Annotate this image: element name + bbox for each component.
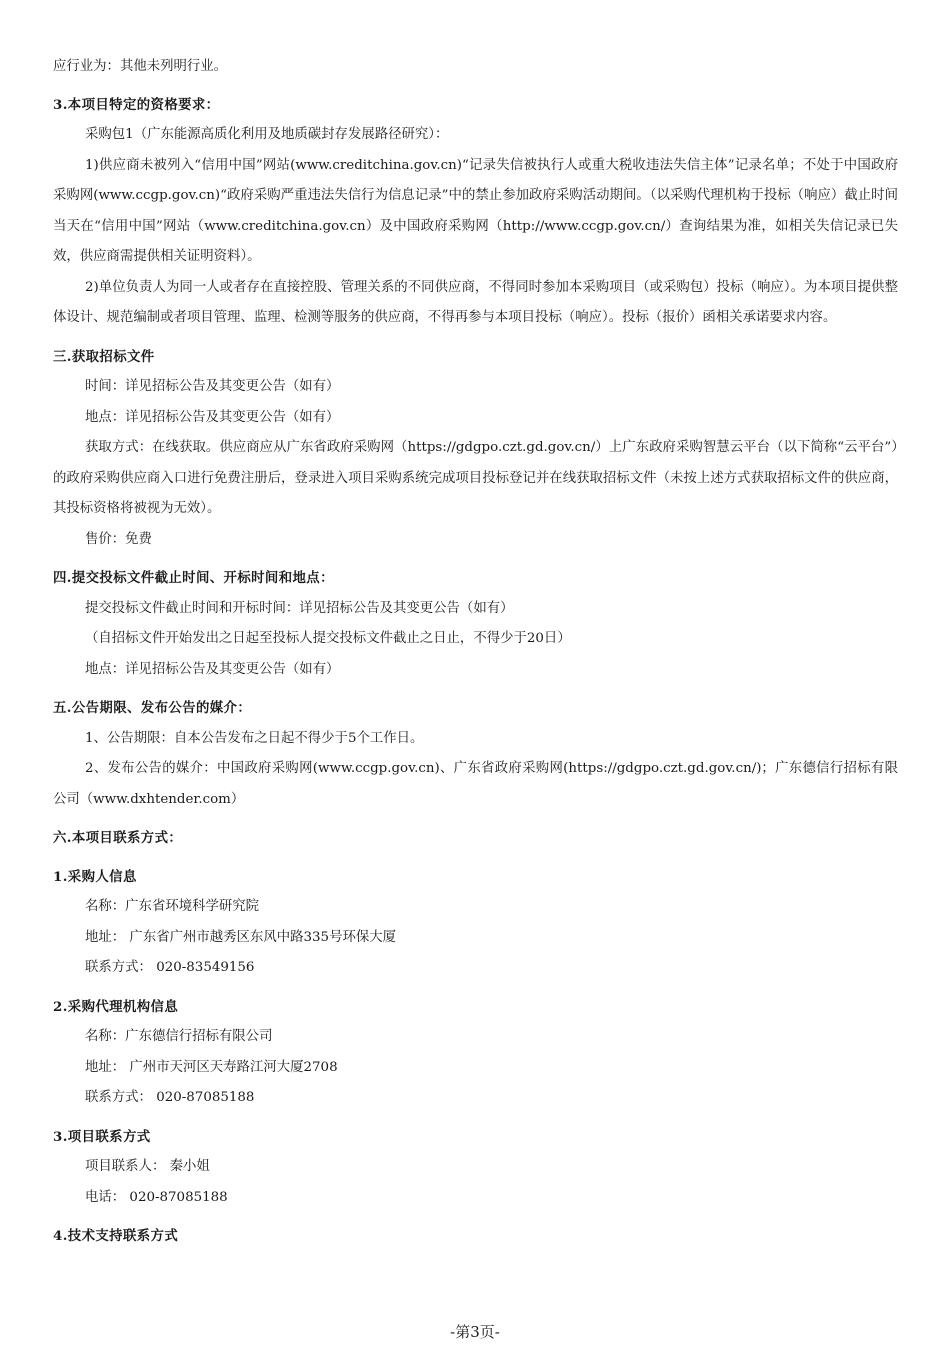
notice-heading: 五.公告期限、发布公告的媒介：	[53, 700, 252, 716]
purchaser-heading: 1.采购人信息	[53, 868, 137, 885]
notice-media: 2、发布公告的媒介：中国政府采购网(www.ccgp.gov.cn)、广东省政府采购网(https://gdgpo.czt.gd.gov.cn/)；广东德信行招标有限公司（www.dxhtender.com）	[53, 761, 898, 807]
document-page	[53, 52, 898, 1252]
obtain-time: 时间：详见招标公告及其变更公告（如有）	[85, 379, 340, 394]
qualification-item-1: 1)供应商未被列入“信用中国”网站(www.creditchina.gov.cn)“记录失信被执行人或重大税收违法失信主体”记录名单；不处于中国政府采购网(www.ccgp.gov.cn)“政府采购严重违法失信行为信息记录”中的禁止参加政府采购活动期间。（以采购代理机构于投标（响应）截止时间当天在“信用中国”网站（www.creditchina.gov.cn）及中国政府采购网（http://www.ccgp.gov.cn/）查询结果为准，如相关失信记录已失效，供应商需提供相关证明资料）。	[53, 157, 898, 264]
tech-support-heading: 4.技术支持联系方式	[53, 1228, 179, 1244]
deadline-note: （自招标文件开始发出之日起至投标人提交投标文件截止之日止，不得少于20日）	[85, 631, 571, 646]
intro-line: 应行业为：其他未列明行业。	[53, 59, 228, 74]
purchaser-address: 地址： 广东省广州市越秀区东风中路335号环保大厦	[85, 929, 397, 945]
deadline-place: 地点：详见招标公告及其变更公告（如有）	[85, 661, 340, 677]
deadline-heading: 四.提交投标文件截止时间、开标时间和地点：	[53, 570, 334, 586]
project-contact-person: 项目联系人： 秦小姐	[85, 1159, 210, 1174]
agency-phone: 联系方式： 020-87085188	[85, 1090, 255, 1105]
deadline-time: 提交投标文件截止时间和开标时间：详见招标公告及其变更公告（如有）	[85, 600, 514, 616]
qualification-heading: 3.本项目特定的资格要求：	[53, 96, 220, 113]
obtain-method: 获取方式：在线获取。供应商应从广东省政府采购网（https://gdgpo.czt.gd.gov.cn/）上广东政府采购智慧云平台（以下简称“云平台”）的政府采购供应商入口进行免费注册后，登录进入项目采购系统完成项目投标登记并在线获取招标文件（未按上述方式获取招标文件的供应商，其投标资格将被视为无效）。	[53, 440, 898, 516]
obtain-price: 售价：免费	[85, 531, 152, 547]
purchaser-name: 名称：广东省环境科学研究院	[85, 899, 260, 914]
purchaser-phone: 联系方式： 020-83549156	[85, 960, 255, 975]
page-number: -第3页-	[450, 1323, 500, 1341]
project-contact-phone: 电话： 020-87085188	[85, 1189, 228, 1205]
obtain-heading: 三.获取招标文件	[53, 348, 155, 365]
obtain-place: 地点：详见招标公告及其变更公告（如有）	[85, 409, 340, 425]
project-contact-heading: 3.项目联系方式	[53, 1128, 151, 1145]
agency-address: 地址： 广州市天河区天寿路江河大厦2708	[85, 1059, 338, 1075]
agency-heading: 2.采购代理机构信息	[53, 998, 179, 1015]
qualification-item-2: 2)单位负责人为同一人或者存在直接控股、管理关系的不同供应商，不得同时参加本采购项目（或采购包）投标（响应）。为本项目提供整体设计、规范编制或者项目管理、监理、检测等服务的供应商，不得再参与本项目投标（响应）。投标（报价）函相关承诺要求内容。	[53, 279, 898, 325]
agency-name: 名称：广东德信行招标有限公司	[85, 1029, 273, 1044]
contact-heading: 六.本项目联系方式：	[53, 830, 183, 846]
notice-period: 1、公告期限：自本公告发布之日起不得少于5个工作日。	[85, 730, 424, 746]
package-line: 采购包1（广东能源高质化利用及地质碳封存发展路径研究）：	[85, 127, 449, 142]
